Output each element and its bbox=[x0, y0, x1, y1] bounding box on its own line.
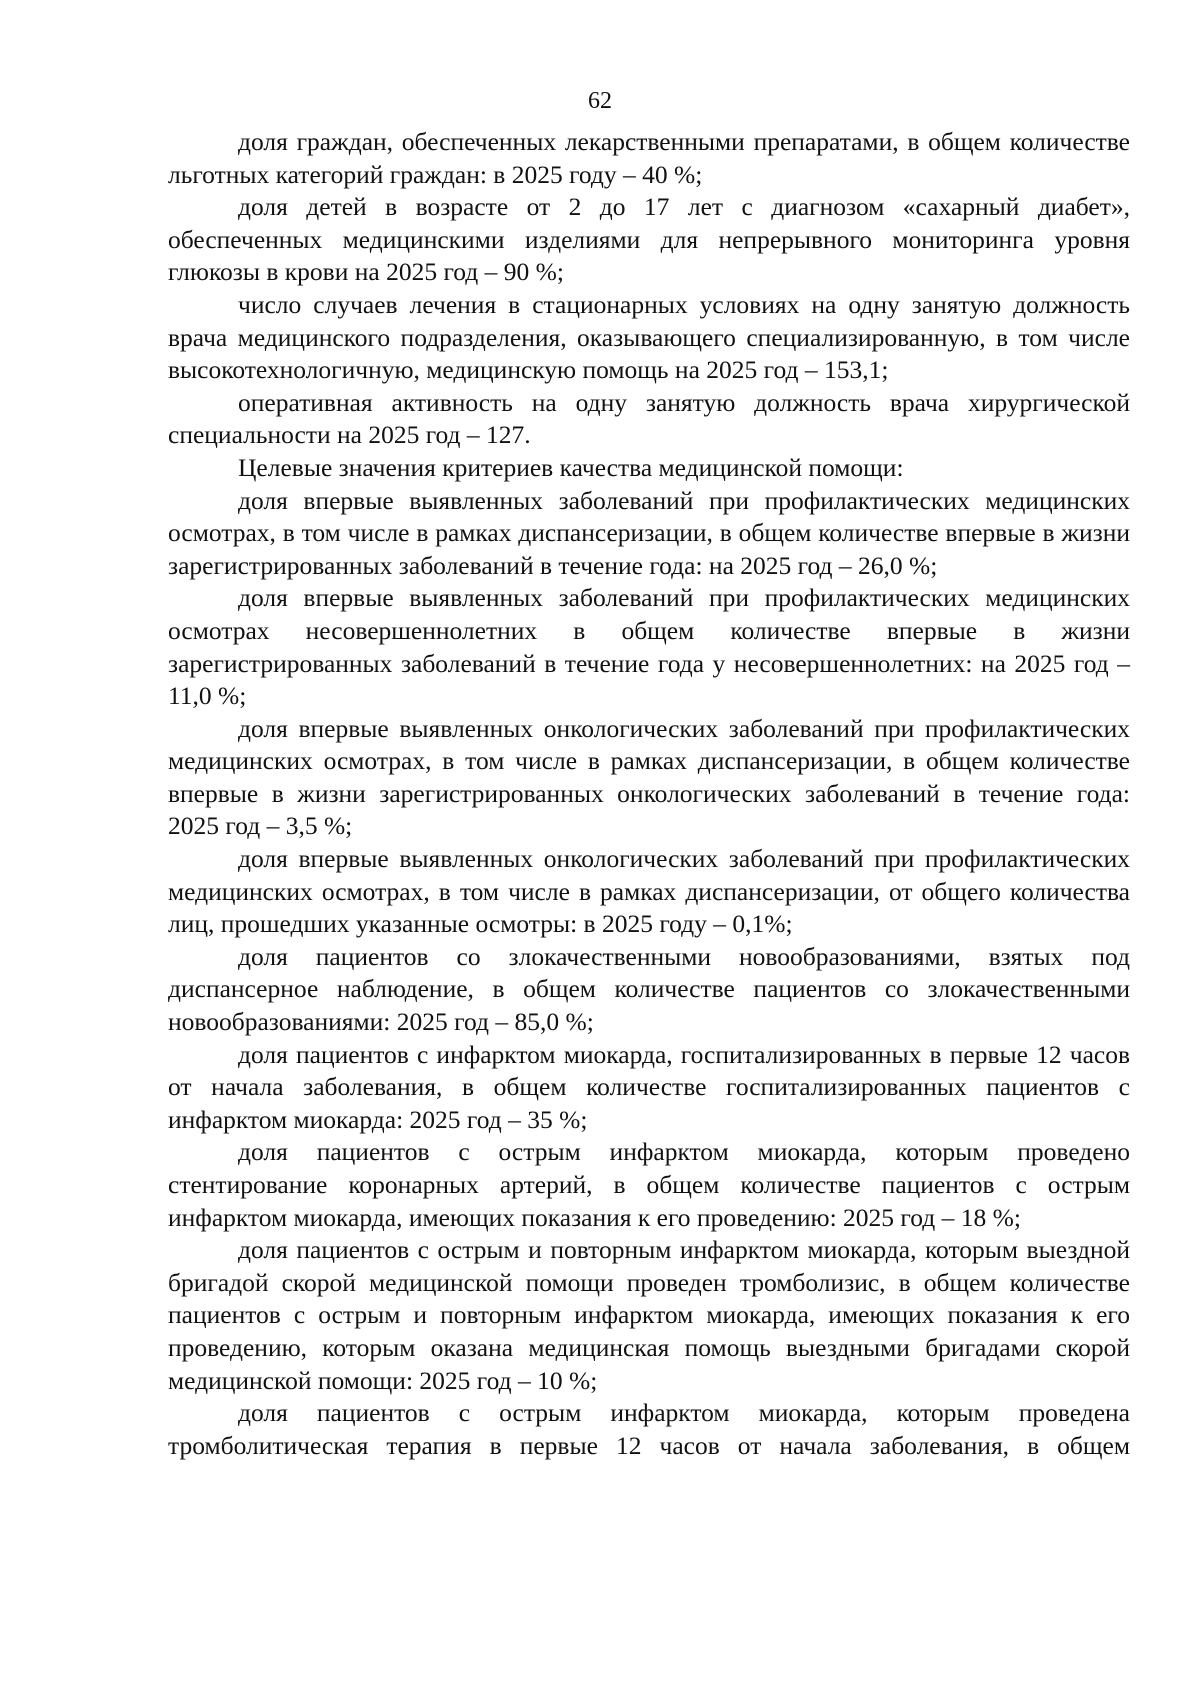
paragraph: доля пациентов с острым и повторным инфарктом миокарда, которым выездной бригадой скорой медицинской помощи проведен тромболизис, в общем количестве пациентов с острым и повторным инфарктом миокарда, имеющих показания к его проведению, которым оказана медицинская помощь выездными бригадами скорой медицинской помощи: 2025 год – 10 %; bbox=[168, 1235, 1130, 1395]
paragraph: оперативная активность на одну занятую должность врача хирургической специальности на 2025 год – 127. bbox=[168, 387, 1130, 450]
paragraph: доля пациентов со злокачественными новообразованиями, взятых под диспансерное наблюдение, в общем количестве пациентов со злокачественными новообразованиями: 2025 год – 85,0 %; bbox=[168, 941, 1130, 1037]
paragraph: доля пациентов с острым инфарктом миокарда, которым проведено стентирование коронарных артерий, в общем количестве пациентов с острым инфарктом миокарда, имеющих показания к его проведению: 2025 год – 18 %; bbox=[168, 1137, 1130, 1232]
paragraph: доля впервые выявленных онкологических заболеваний при профилактических медицинских осмотрах, в том числе в рамках диспансеризации, от общего количества лиц, прошедших указанные осмотры: в 2025 году – 0,1%; bbox=[168, 844, 1130, 939]
section-heading: Целевые значения критериев качества медицинской помощи: bbox=[238, 452, 904, 482]
paragraph: число случаев лечения в стационарных условиях на одну занятую должность врача медицинского подразделения, оказывающего специализированную, в том числе высокотехнологичную, медицинскую помощь на 2025 год – 153,1; bbox=[168, 289, 1130, 385]
paragraph: доля детей в возрасте от 2 до 17 лет с диагнозом «сахарный диабет», обеспеченных медицинскими изделиями для непрерывного мониторинга уровня глюкозы в крови на 2025 год – 90 %; bbox=[168, 192, 1130, 287]
document-body bbox=[168, 126, 1130, 1462]
paragraph: доля впервые выявленных заболеваний при профилактических медицинских осмотрах несовершеннолетних в общем количестве впервые в жизни зарегистрированных заболеваний в течение года у несовершеннолетних: на 2025 год – 11,0 %; bbox=[168, 583, 1130, 711]
paragraph: доля впервые выявленных заболеваний при профилактических медицинских осмотрах, в том числе в рамках диспансеризации, в общем количестве впервые в жизни зарегистрированных заболеваний в течение года: на 2025 год – 26,0 %; bbox=[168, 485, 1130, 580]
paragraph: доля граждан, обеспеченных лекарственными препаратами, в общем количестве льготных категорий граждан: в 2025 году – 40 %; bbox=[168, 127, 1130, 189]
page-number: 62 bbox=[588, 88, 612, 114]
paragraph: доля впервые выявленных онкологических заболеваний при профилактических медицинских осмотрах, в том числе в рамках диспансеризации, в общем количестве впервые в жизни зарегистрированных онкологических заболеваний в течение года: 2025 год – 3,5 %; bbox=[168, 713, 1130, 841]
paragraph: доля пациентов с инфарктом миокарда, госпитализированных в первые 12 часов от начала заболевания, в общем количестве госпитализированных пациентов с инфарктом миокарда: 2025 год – 35 %; bbox=[168, 1039, 1130, 1134]
paragraph: доля пациентов с острым инфарктом миокарда, которым проведена тромболитическая терапия в первые 12 часов от начала заболевания, в общем bbox=[168, 1398, 1130, 1460]
